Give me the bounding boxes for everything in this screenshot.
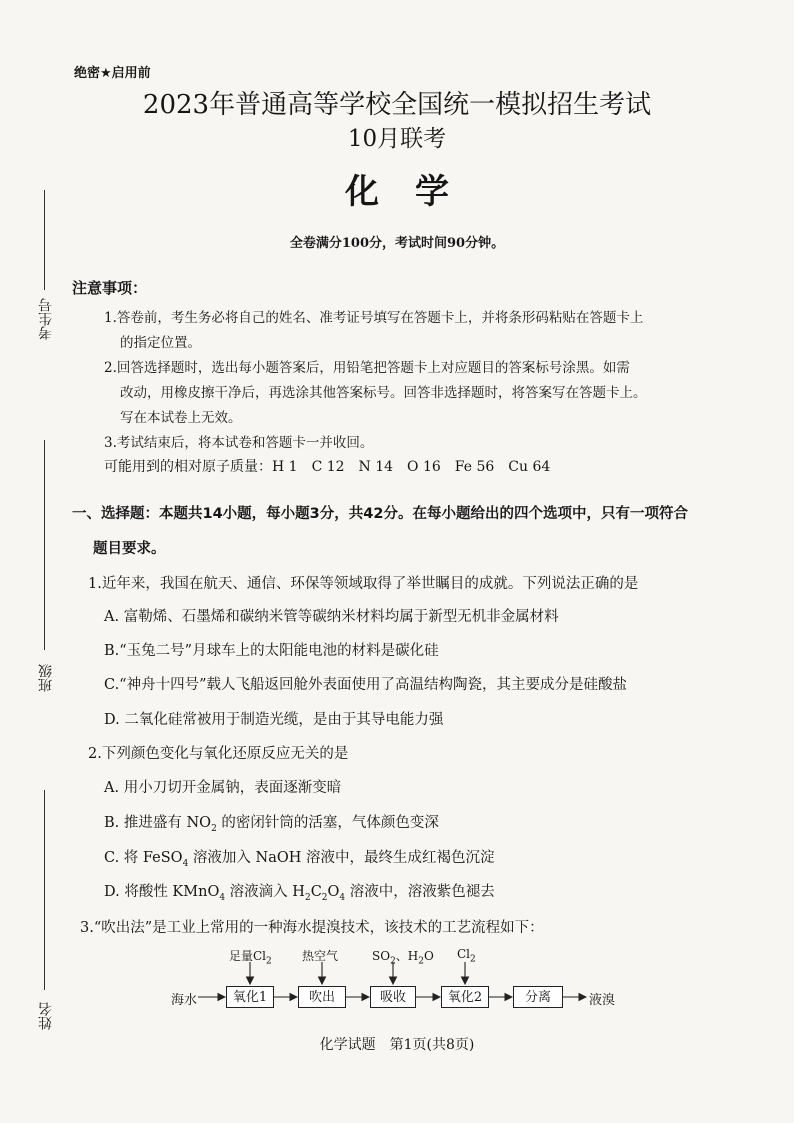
flow-output-liquid-bromine: 液溴 [589,993,616,1008]
q1-option-d: D. 二氧化硅常被用于制造光缆，是由于其导电能力强 [104,712,444,728]
q1-option-b: B.“玉兔二号”月球车上的太阳能电池的材料是碳化硅 [104,643,439,659]
exam-subtitle: 10月联考 [347,126,447,152]
class-label: 班级 [38,664,54,692]
reagent-excess-chlorine: 足量$Cl_2$ [229,949,272,967]
full-mark-note: 全卷满分100分，考试时间90分钟。 [289,236,505,251]
reagent-chlorine: $Cl_2$ [457,947,476,965]
name-label: 姓名 [38,1002,54,1030]
subject-title: 化学 [345,172,485,212]
flow-step-oxidation-2: 氧化2 [441,986,489,1008]
notice-line: 的指定位置。 [120,335,201,351]
flow-step-oxidation-1: 氧化1 [226,986,274,1008]
exam-number-label: 考生号 [38,298,54,340]
notice-line: 1.答卷前，考生务必将自己的姓名、准考证号填写在答题卡上，并将条形码粘贴在答题卡上 [104,310,644,326]
notice-line: 改动，用橡皮擦干净后，再选涂其他答案标号。回答非选择题时，将答案写在答题卡上。 [120,385,647,401]
question-2-stem: 2.下列颜色变化与氧化还原反应无关的是 [88,746,349,762]
notice-line: 2.回答选择题时，选出每小题答案后，用铅笔把答题卡上对应题目的答案标号涂黑。如需 [104,360,630,376]
q2-option-a: A. 用小刀切开金属钠，表面逐渐变暗 [104,780,342,796]
reagent-so2-h2o: $SO_2$、$H_2O$ [372,949,434,967]
q1-option-c: C.“神舟十四号”载人飞船返回舱外表面使用了高温结构陶瓷，其主要成分是硅酸盐 [104,677,628,693]
flow-step-absorption: 吸收 [370,986,416,1008]
section-heading-cont: 题目要求。 [93,541,166,557]
notice-line: 3.考试结束后，将本试卷和答题卡一并收回。 [104,435,374,451]
flow-input-seawater: 海水 [171,993,198,1008]
notice-heading: 注意事项： [72,279,148,297]
q2-option-b: B. 推进盛有 $NO_2$ 的密闭针筒的活塞，气体颜色变深 [104,815,439,834]
atomic-masses: 可能用到的相对原子质量：H 1 C 12 N 14 O 16 Fe 56 Cu 64 [104,459,551,475]
flow-step-blowout: 吹出 [298,986,346,1008]
q2-option-c: C. 将 FeSO$_4$ 溶液加入 NaOH 溶液中，最终生成红褐色沉淀 [104,850,495,869]
question-3-stem: 3.“吹出法”是工业上常用的一种海水提溴技术，该技术的工艺流程如下： [80,920,544,936]
q1-option-a: A. 富勒烯、石墨烯和碳纳米管等碳纳米材料均属于新型无机非金属材料 [104,609,559,625]
section-heading: 一、选择题：本题共14小题，每小题3分，共42分。在每小题给出的四个选项中，只有一项符合 [72,506,688,522]
flow-step-separation: 分离 [513,986,563,1008]
exam-title: 2023年普通高等学校全国统一模拟招生考试 [142,90,652,120]
question-1-stem: 1.近年来，我国在航天、通信、环保等领域取得了举世瞩目的成就。下列说法正确的是 [88,576,639,592]
q2-option-d: D. 将酸性 KMnO$_4$ 溶液滴入 $H_2C_2O_4$ 溶液中，溶液紫色褪去 [104,884,495,903]
page-footer: 化学试题 第1页(共8页) [319,1037,475,1053]
confidential-mark: 绝密★启用前 [74,66,151,81]
notice-line: 写在本试卷上无效。 [120,410,242,426]
reagent-hot-air: 热空气 [302,949,339,963]
